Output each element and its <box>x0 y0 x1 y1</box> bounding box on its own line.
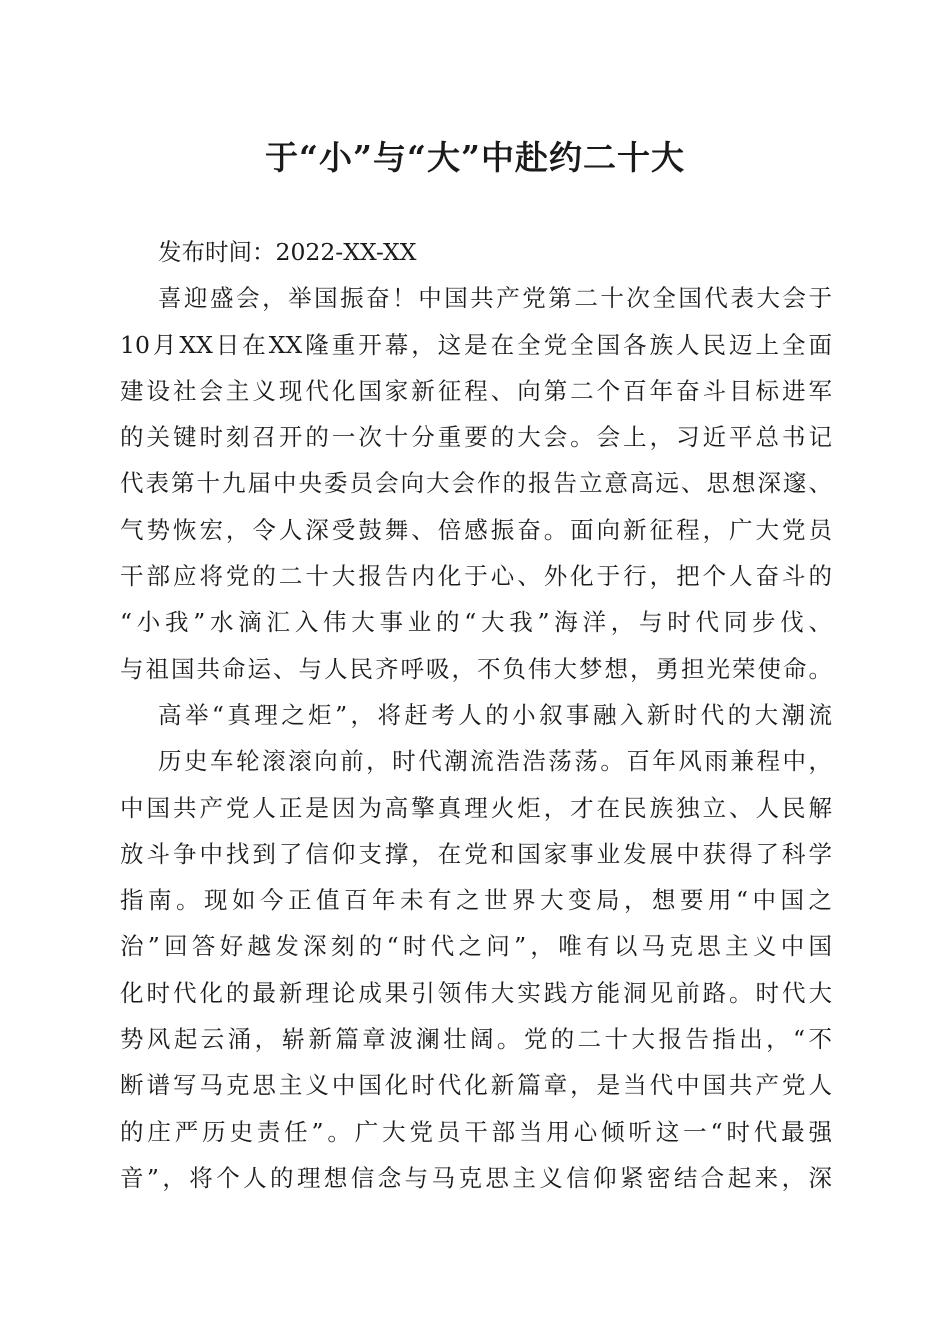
body-line: “小我”水滴汇入伟大事业的“大我”海洋，与时代同步伐、 <box>120 608 832 637</box>
body-line: 中国共产党人正是因为高擎真理火炬，才在民族独立、人民解 <box>120 793 832 822</box>
document-body <box>120 234 832 1206</box>
body-line: 指南。现如今正值百年未有之世界大变局，想要用“中国之 <box>120 886 832 915</box>
body-line: 代表第十九届中央委员会向大会作的报告立意高远、思想深邃、 <box>120 469 832 498</box>
document-title: 于“小”与“大”中赴约二十大 <box>265 138 685 177</box>
publish-date: 发布时间：2022-XX-XX <box>158 238 417 266</box>
body-line: 10月XX日在XX隆重开幕，这是在全党全国各族人民迈上全面 <box>120 330 832 359</box>
body-line: 放斗争中找到了信仰支撑，在党和国家事业发展中获得了科学 <box>120 839 832 868</box>
body-line: 势风起云涌，崭新篇章波澜壮阔。党的二十大报告指出，“不 <box>120 1025 832 1054</box>
body-line: 治”回答好越发深刻的“时代之问”，唯有以马克思主义中国 <box>120 932 832 961</box>
body-line: 气势恢宏，令人深受鼓舞、倍感振奋。面向新征程，广大党员 <box>120 515 832 544</box>
body-line: 喜迎盛会，举国振奋！中国共产党第二十次全国代表大会于 <box>158 284 832 313</box>
body-line: 的关键时刻召开的一次十分重要的大会。会上，习近平总书记 <box>120 423 832 452</box>
body-line: 音”，将个人的理想信念与马克思主义信仰紧密结合起来，深 <box>120 1163 832 1192</box>
body-line: 干部应将党的二十大报告内化于心、外化于行，把个人奋斗的 <box>120 562 832 591</box>
body-line: 建设社会主义现代化国家新征程、向第二个百年奋斗目标进军 <box>120 376 832 405</box>
body-line: 化时代化的最新理论成果引领伟大实践方能洞见前路。时代大 <box>120 978 832 1007</box>
body-line: 历史车轮滚滚向前，时代潮流浩浩荡荡。百年风雨兼程中， <box>158 747 832 776</box>
body-line: 断谱写马克思主义中国化时代化新篇章，是当代中国共产党人 <box>120 1071 832 1100</box>
body-line: 的庄严历史责任”。广大党员干部当用心倾听这一“时代最强 <box>120 1117 832 1146</box>
section-heading: 高举“真理之炬”，将赶考人的小叙事融入新时代的大潮流 <box>158 700 832 729</box>
body-line: 与祖国共命运、与人民齐呼吸，不负伟大梦想，勇担光荣使命。 <box>120 654 832 683</box>
